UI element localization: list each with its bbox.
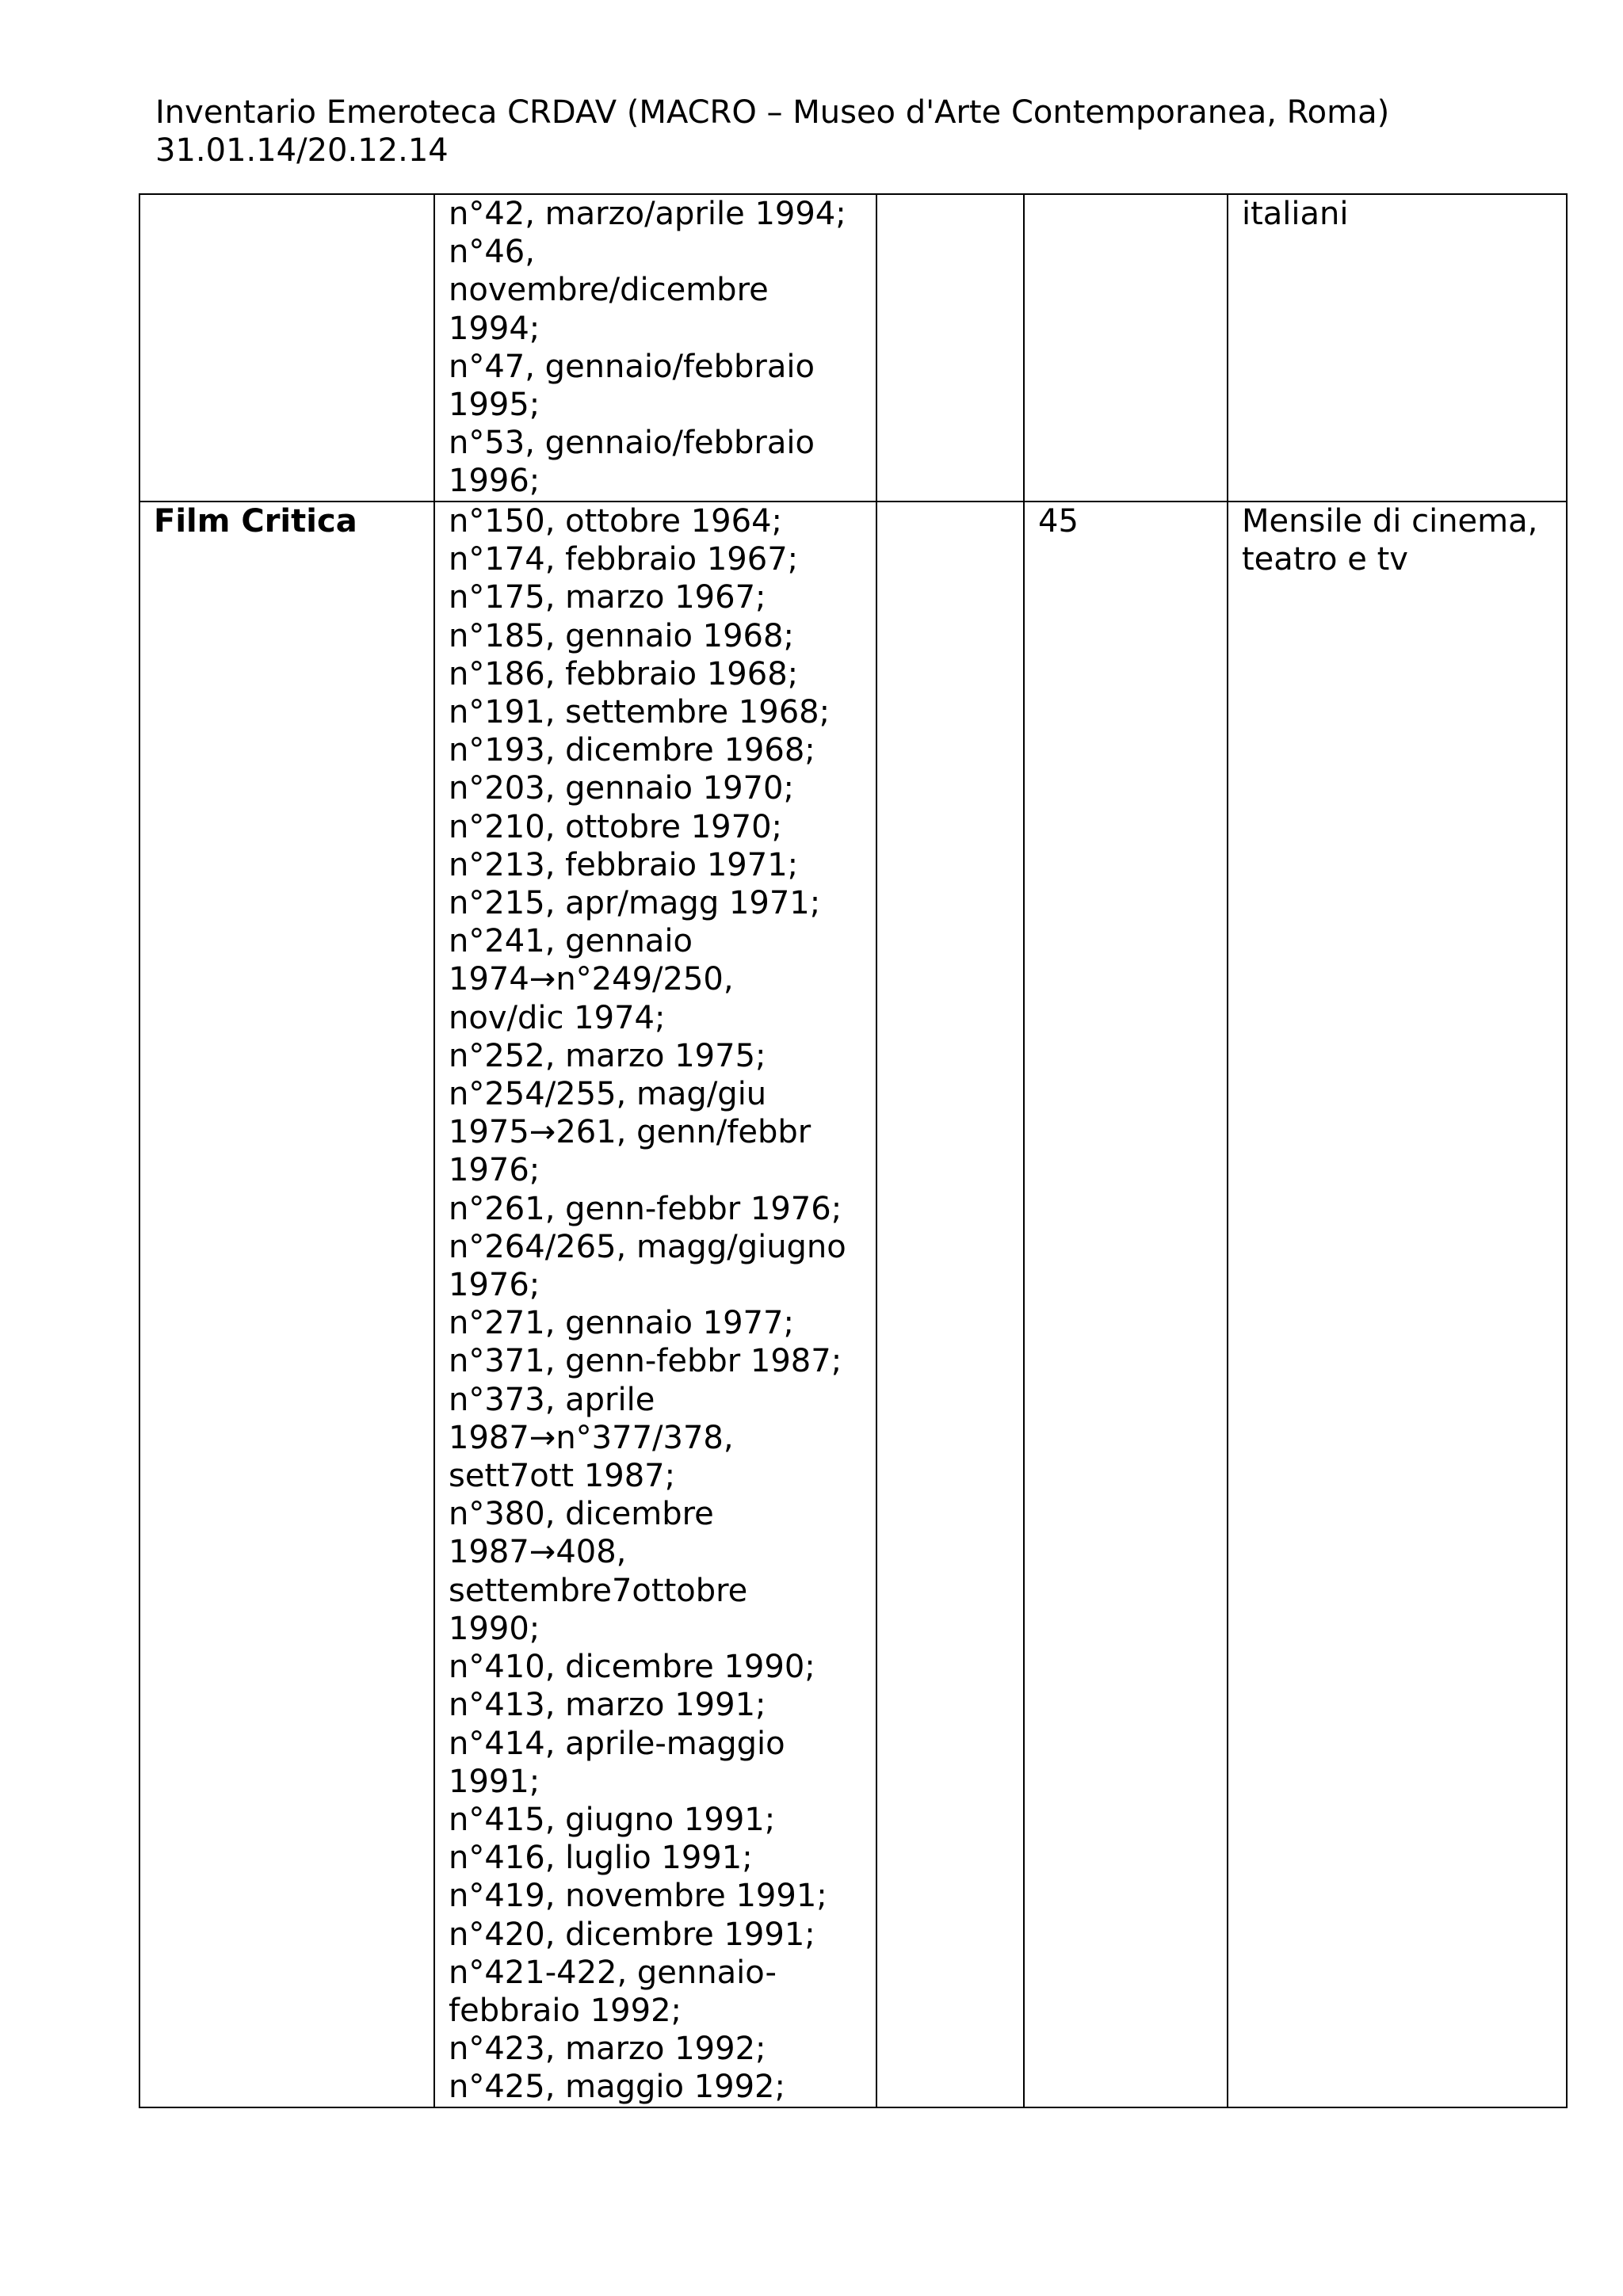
- issue-entry: n°53, gennaio/febbraio: [449, 425, 815, 462]
- issue-entry: n°373, aprile: [449, 1381, 655, 1418]
- issue-entry: settembre7ottobre: [449, 1572, 748, 1609]
- inventory-table: [139, 193, 1568, 2108]
- issue-entry: n°425, maggio 1992;: [449, 2069, 785, 2106]
- issue-entry: novembre/dicembre: [449, 272, 769, 309]
- issue-entry: n°421-422, gennaio-: [449, 1954, 777, 1991]
- issue-entry: 1995;: [449, 387, 540, 424]
- issue-entry: 1976;: [449, 1267, 540, 1304]
- issue-entry: n°420, dicembre 1991;: [449, 1916, 815, 1953]
- notes-cell: Mensile di cinema, teatro e tv: [1228, 502, 1567, 2107]
- issue-entry: n°213, febbraio 1971;: [449, 846, 799, 883]
- issue-entry: n°413, marzo 1991;: [449, 1687, 766, 1724]
- issue-entry: 1996;: [449, 463, 540, 500]
- issue-entry: n°47, gennaio/febbraio: [449, 348, 815, 385]
- issue-entry: n°271, gennaio 1977;: [449, 1305, 794, 1342]
- periodical-title-cell: [139, 194, 434, 502]
- issue-entry: 1987→408,: [449, 1534, 627, 1571]
- issue-entry: n°150, ottobre 1964;: [449, 503, 782, 540]
- issues-cell: [434, 194, 876, 502]
- issue-entry: n°46,: [449, 234, 535, 271]
- issue-count-cell: [1024, 194, 1228, 502]
- issue-entry: n°419, novembre 1991;: [449, 1878, 827, 1915]
- issue-entry: sett7ott 1987;: [449, 1458, 676, 1495]
- issue-entry: n°264/265, magg/giugno: [449, 1228, 846, 1265]
- issue-entry: 1975→261, genn/febbr: [449, 1114, 812, 1151]
- periodical-title-cell: Film Critica: [139, 502, 434, 2107]
- issue-entry: n°371, genn-febbr 1987;: [449, 1343, 842, 1380]
- issue-entry: n°203, gennaio 1970;: [449, 770, 794, 807]
- issue-entry: 1994;: [449, 310, 540, 347]
- issue-entry: 1991;: [449, 1763, 540, 1800]
- issue-entry: n°414, aprile-maggio: [449, 1725, 785, 1762]
- issue-entry: 1974→n°249/250,: [449, 961, 734, 998]
- issue-entry: n°423, marzo 1992;: [449, 2031, 766, 2068]
- issue-entry: n°415, giugno 1991;: [449, 1801, 776, 1838]
- issue-entry: n°261, genn-febbr 1976;: [449, 1190, 842, 1227]
- issue-entry: n°252, marzo 1975;: [449, 1037, 766, 1074]
- issue-entry: n°241, gennaio: [449, 923, 693, 960]
- empty-column-cell: [876, 194, 1024, 502]
- empty-column-cell: [876, 502, 1024, 2107]
- issue-count-cell: 45: [1024, 502, 1228, 2107]
- table-row: [139, 502, 1567, 2107]
- issue-entry: n°254/255, mag/giu: [449, 1076, 767, 1113]
- issue-entry: n°42, marzo/aprile 1994;: [449, 196, 846, 232]
- page-header: [155, 93, 1389, 170]
- header-date-range: 31.01.14/20.12.14: [155, 132, 449, 169]
- issue-entry: nov/dic 1974;: [449, 999, 666, 1036]
- issue-entry: n°193, dicembre 1968;: [449, 732, 815, 769]
- issue-entry: n°410, dicembre 1990;: [449, 1649, 815, 1686]
- issues-cell: [434, 502, 876, 2107]
- issue-entry: n°185, gennaio 1968;: [449, 617, 794, 654]
- issue-entry: n°210, ottobre 1970;: [449, 808, 782, 845]
- issue-entry: 1987→n°377/378,: [449, 1419, 734, 1456]
- table-row: [139, 194, 1567, 502]
- issue-entry: n°215, apr/magg 1971;: [449, 885, 821, 922]
- header-title: Inventario Emeroteca CRDAV (MACRO – Museo d'Arte Contemporanea, Roma): [155, 94, 1390, 131]
- issue-entry: n°174, febbraio 1967;: [449, 541, 799, 578]
- issue-entry: n°175, marzo 1967;: [449, 579, 766, 616]
- inventory-table-body: [139, 194, 1567, 2107]
- issue-entry: n°380, dicembre: [449, 1496, 714, 1533]
- notes-cell: italiani: [1228, 194, 1567, 502]
- issue-entry: febbraio 1992;: [449, 1992, 682, 2029]
- issue-entry: n°191, settembre 1968;: [449, 694, 831, 731]
- issue-entry: 1990;: [449, 1610, 540, 1647]
- issue-entry: n°186, febbraio 1968;: [449, 655, 799, 692]
- issue-entry: 1976;: [449, 1152, 540, 1189]
- issue-entry: n°416, luglio 1991;: [449, 1840, 753, 1877]
